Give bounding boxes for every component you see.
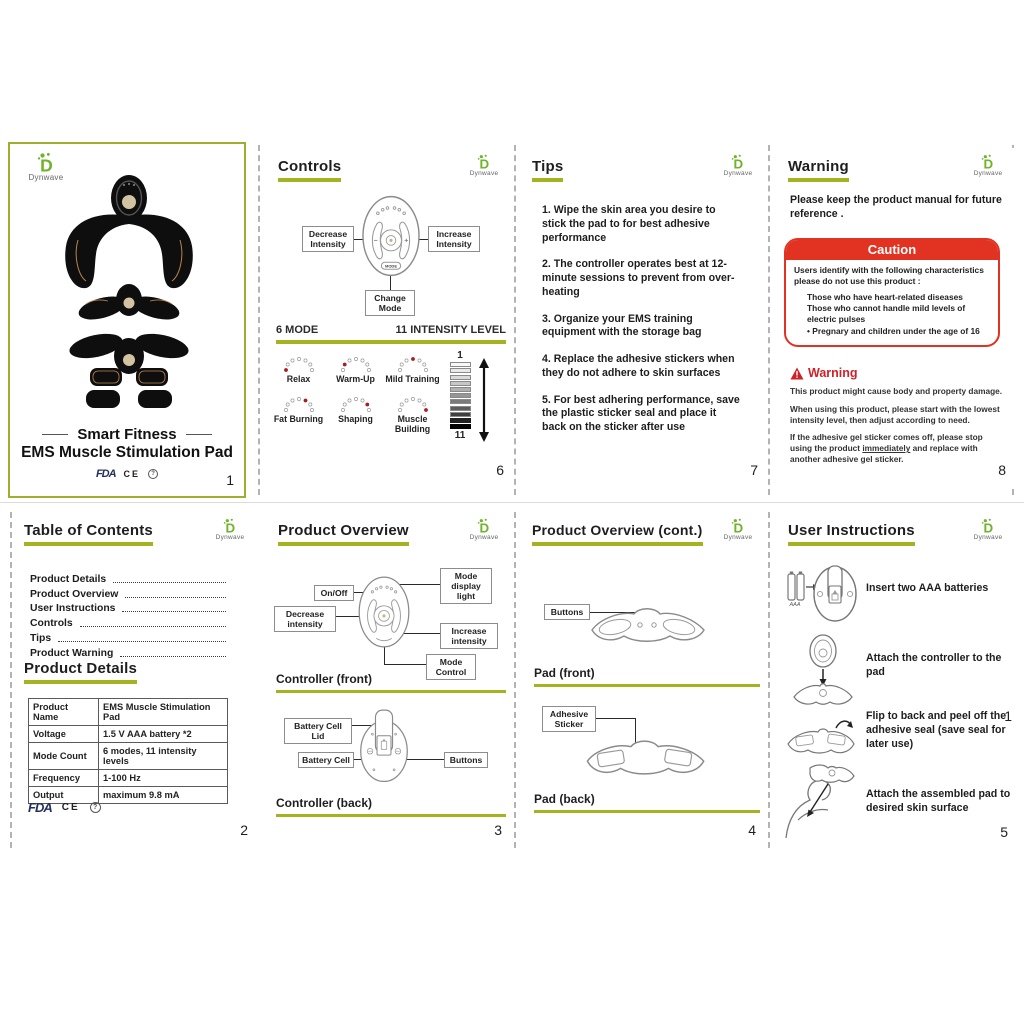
step1-text: Insert two AAA batteries [866,582,989,594]
product-details-title: Product Details [24,660,138,677]
cert-circle-icon: ? [148,469,158,479]
dynwave-logo-icon [728,518,748,534]
cover-title-line1: Smart Fitness [77,426,177,443]
dynwave-logo [716,154,760,178]
step4-text: Attach the assembled pad to desired skin surface [866,788,1011,814]
svg-text:MODE: MODE [384,263,398,269]
dial-icon [337,352,375,373]
callout-decrease-intensity: Decrease intensity [274,606,336,632]
warning-paragraph: If the adhesive gel sticker comes off, please stop using the product immediately and replace with another adhesive gel sticker. [790,432,983,465]
dotted-leader [58,641,226,642]
toc-entry: Product Warning [30,644,228,659]
panel-tips [522,148,768,488]
tip-item: 4. Replace the adhesive stickers when they do not adhere to skin surfaces [542,353,735,379]
intensity-max: 11 [454,430,466,442]
dial-icon [394,392,432,413]
mode-grid [270,352,442,434]
warning-subsection-title: Warning [790,366,858,380]
intensity-arrow-icon [478,358,490,442]
page-number: 2 [240,822,248,838]
step1-batteries-illustration [784,558,860,632]
toc-entry: Product Details [30,570,228,585]
callout-change-mode: Change Mode [365,290,415,316]
caution-body [786,260,998,345]
step2-text: Attach the controller to the pad [866,652,1002,678]
page-number: 8 [998,462,1006,478]
warning-paragraph: This product might cause body and property damage. [790,386,1003,396]
page-number: 3 [494,822,502,838]
step3-peel-seal-illustration [784,716,858,762]
mode-relax: Relax [270,352,327,384]
table-row: Product Name EMS Muscle Stimulation Pad [29,699,228,726]
step2-attach-controller-illustration [790,634,856,710]
caution-item: Those who have heart-related diseases [807,291,963,302]
toc-entry: Tips [30,629,228,644]
table-row: Frequency 1-100 Hz [29,770,228,787]
controller-front-diagram [356,188,426,284]
tip-item: 1. Wipe the skin area you desire to stick the pad to for best adhesive performance [542,204,716,244]
mode-shaping: Shaping [327,392,384,434]
dial-icon [280,392,318,413]
table-row: Mode Count 6 modes, 11 intensity levels [29,743,228,770]
svg-text:D: D [733,156,744,170]
page-number: 5 [1000,824,1008,840]
toc-entry: Controls [30,614,228,629]
panel-cover [8,142,246,498]
toc-list [30,570,228,659]
tips-list [542,204,742,448]
panel-overview-cont [522,512,768,848]
section-header [278,158,341,182]
pad-front-diagram [582,596,712,648]
caption-pad-front: Pad (front) [534,666,595,680]
title-underline [278,178,341,182]
dial-icon [337,392,375,413]
divider-top-1 [258,145,260,495]
section-divider-bar [276,340,506,344]
callout-battery-cell: Battery Cell [298,752,354,768]
mode-mild-training: Mild Training [384,352,441,384]
controller-back-diagram [353,702,415,788]
svg-text:D: D [479,520,490,534]
dotted-leader [113,582,226,583]
svg-text:AAA: AAA [789,602,801,608]
brand-name: Dynwave [723,534,753,541]
title-underline [788,178,849,182]
product-photos [34,160,224,420]
warning-intro: Please keep the product manual for future reference . [790,194,1002,220]
dynwave-logo [208,518,252,542]
brand-name: Dynwave [973,170,1003,177]
title-underline [278,542,409,546]
dynwave-logo-icon [220,518,240,534]
panel-controls [268,148,514,488]
dynwave-logo-icon [474,154,494,170]
tip-item: 5. For best adhering performance, save the plastic sticker seal and place it back on the sticker after use [542,393,740,434]
section-title: Product Overview [278,522,409,539]
connector-sticker-h [596,718,636,719]
caution-title: Caution [786,240,998,260]
section-header [24,522,153,546]
dial-icon [280,352,318,373]
section-title: Product Overview (cont.) [532,522,703,538]
pad-back-diagram [577,730,712,784]
tip-item: 2. The controller operates best at 12-minute sessions to prevent from over-heating [542,258,735,298]
svg-text:D: D [479,156,490,170]
section-title: User Instructions [788,522,915,539]
table-row: Output maximum 9.8 mA [29,787,228,804]
brand-name: Dynwave [973,534,1003,541]
six-mode-label: 6 MODE [276,324,319,336]
panel-overview [268,512,514,848]
controller-front-diagram [353,568,415,656]
title-underline [532,178,563,182]
toc-entry: Product Overview [30,585,228,600]
page-number: 7 [750,462,758,478]
step4-attach-to-skin-illustration [780,764,860,842]
title-underline [24,542,153,546]
dotted-leader [120,656,226,657]
section-title: Warning [788,158,849,175]
mode-intensity-headers [276,324,506,336]
divider-bottom-0 [10,512,12,848]
ce-mark: CE [61,802,80,813]
brand-name: Dynwave [469,170,499,177]
certifications [28,800,101,815]
toc-entry: User Instructions [30,600,228,615]
dotted-leader [125,597,226,598]
cover-title-line2: EMS Muscle Stimulation Pad [21,444,233,461]
intensity-level-label: 11 INTENSITY LEVEL [395,324,506,336]
divider-top-2 [514,145,516,495]
dynwave-logo [462,518,506,542]
dial-icon [394,352,432,373]
svg-text:D: D [983,156,994,170]
cert-circle-icon: ? [90,802,101,813]
caution-items [794,292,990,337]
caption-pad-back: Pad (back) [534,792,595,806]
caution-item: Those who cannot handle mild levels of electric pulses [807,303,966,325]
title-underline [532,542,703,546]
dotted-leader [80,626,226,627]
intensity-min: 1 [457,350,463,361]
caption-controller-back: Controller (back) [276,796,373,810]
caption-underline [534,810,760,813]
panel-toc [14,512,260,848]
dynwave-logo [716,518,760,542]
callout-increase-intensity: Increase Intensity [428,226,480,252]
callout-increase-intensity: Increase intensity [440,623,498,649]
svg-text:D: D [983,520,994,534]
title-dash-right [186,434,212,436]
dynwave-logo [966,518,1010,542]
divider-bottom-3 [768,512,770,848]
dynwave-logo-icon [978,518,998,534]
divider-bottom-2 [514,512,516,848]
callout-onoff: On/Off [314,585,354,601]
section-header [788,522,915,546]
title-underline [788,542,915,546]
connector-mode-h [384,664,426,665]
fda-logo: FDA [95,468,116,480]
caption-underline [276,814,506,817]
dotted-leader [122,611,226,612]
section-title: Tips [532,158,564,175]
panel-instructions [778,512,1018,848]
fda-logo: FDA [28,800,52,815]
section-title: Controls [278,158,342,175]
title-dash-left [42,434,68,436]
svg-text:D: D [733,520,744,534]
intensity-scale [446,350,474,441]
divider-top-3 [768,145,770,495]
brand-name: Dynwave [723,170,753,177]
panel-warning [778,148,1018,488]
mode-warm-up: Warm-Up [327,352,384,384]
edge-page-number: 1 [1004,708,1012,724]
section-header [532,158,563,182]
warning-triangle-icon [790,367,804,380]
caption-underline [534,684,760,687]
callout-adhesive-sticker: Adhesive Sticker [542,706,596,732]
dynwave-logo-icon [728,154,748,170]
section-header [788,158,849,182]
callout-battery-cell-lid: Battery Cell Lid [284,718,352,744]
warning-paragraph: When using this product, please start with the lowest intensity level, then adjust according to need. [790,404,1000,426]
brand-name: Dynwave [28,173,64,182]
cover-certifications [10,468,244,480]
product-details-header [24,660,137,684]
row-divider [0,502,1024,503]
section-header [532,522,703,546]
caution-item: • Pregnary and children under the age of 16 [807,325,980,336]
caption-underline [276,690,506,693]
title-underline [24,680,137,684]
svg-text:D: D [40,155,53,173]
brand-name: Dynwave [215,534,245,541]
callout-buttons: Buttons [444,752,488,768]
caption-controller-front: Controller (front) [276,672,372,686]
step3-text: Flip to back and peel off the adhesive seal (save seal for later use) [866,710,1007,750]
tip-item: 3. Organize your EMS training equipment with the storage bag [542,312,702,339]
section-title: Table of Contents [24,522,153,539]
caution-intro: Users identify with the following characteristics please do not use this product : [794,265,984,287]
table-row: Voltage 1.5 V AAA battery *2 [29,726,228,743]
brand-name: Dynwave [469,534,499,541]
cover-title [10,426,244,443]
product-details-table [28,698,228,804]
mode-muscle-building: Muscle Building [384,392,441,434]
callout-mode-display-light: Mode display light [440,568,492,604]
callout-pad-buttons: Buttons [544,604,590,620]
page-number: 6 [496,462,504,478]
mode-fat-burning: Fat Burning [270,392,327,434]
callout-mode-control: Mode Control [426,654,476,680]
dynwave-logo-icon [474,518,494,534]
callout-decrease-intensity: Decrease Intensity [302,226,354,252]
page-number: 1 [226,472,234,488]
svg-text:D: D [225,520,236,534]
section-header [278,522,409,546]
dynwave-logo [462,154,506,178]
ce-mark: CE [123,469,141,479]
dynwave-logo [966,154,1010,178]
page-number: 4 [748,822,756,838]
dynwave-logo-icon [978,154,998,170]
caution-box [784,238,1000,347]
